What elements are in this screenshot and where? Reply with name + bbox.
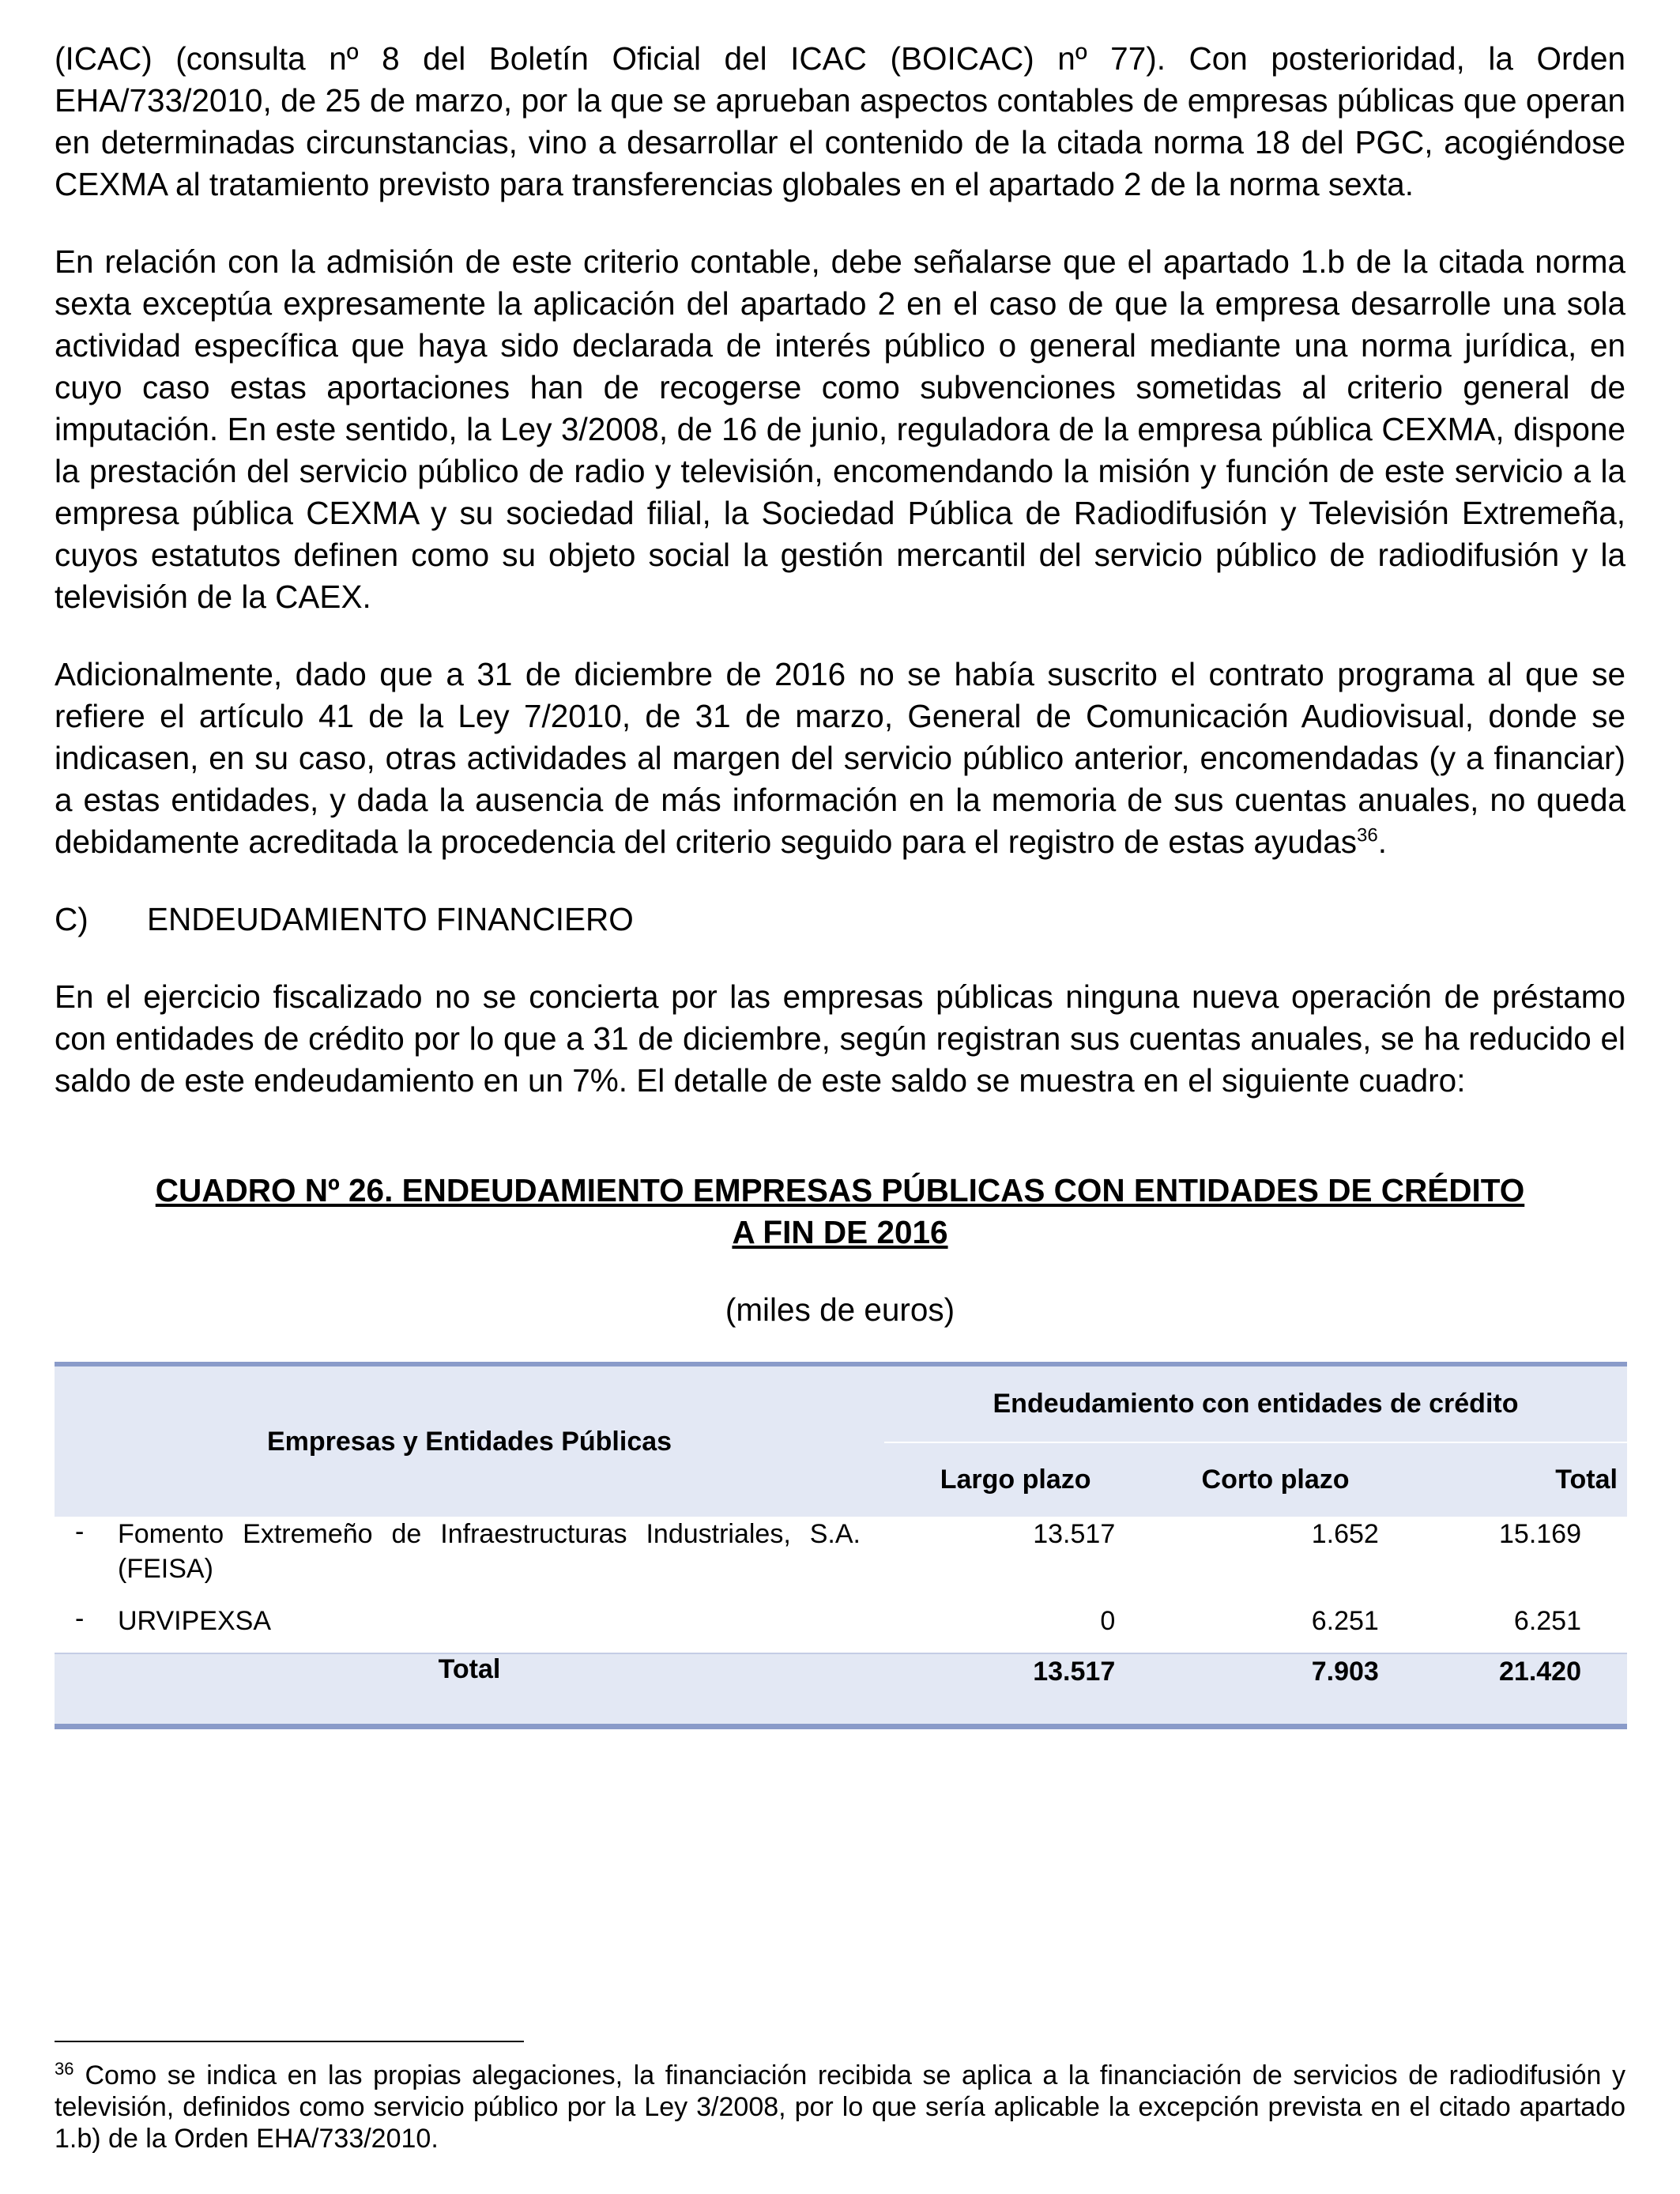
total-corto-plazo: 7.903 — [1147, 1653, 1404, 1727]
total-total: 21.420 — [1404, 1653, 1627, 1727]
company-cell — [55, 1604, 884, 1653]
footnote-number: 36 — [55, 2058, 74, 2079]
footnote — [55, 2060, 1625, 2154]
footnote-reference[interactable]: 36 — [1357, 824, 1378, 846]
table-total-row — [55, 1653, 1627, 1727]
total-value: 15.169 — [1499, 1519, 1581, 1549]
total-largo-plazo: 13.517 — [884, 1653, 1147, 1727]
total-value: 6.251 — [1513, 1606, 1581, 1636]
table-units: (miles de euros) — [725, 1291, 955, 1328]
paragraph-adicionalmente-text: Adicionalmente, dado que a 31 de diciembre de 2016 no se había suscrito el contrato programa al que se refiere el artículo 41 de la Ley 7/2010, de 31 de marzo, General de Comunicación Audiovisual, donde se indicasen, en su caso, otras actividades al margen del servicio público anterior, encomendadas (y a financiar) a estas entidades, y dada la ausencia de más información en la memoria de sus cuentas anuales, no queda debidamente acreditada la procedencia del criterio seguido para el registro de estas ayudas — [55, 656, 1625, 860]
corto-plazo-value: 1.652 — [1311, 1519, 1379, 1549]
row-dash: - — [75, 1517, 85, 1547]
table-header-row-1 — [55, 1364, 1627, 1442]
paragraph-adicionalmente-end: . — [1377, 824, 1387, 860]
company-name: URVIPEXSA — [118, 1606, 272, 1636]
document-page — [55, 38, 1625, 1729]
header-largo-plazo: Largo plazo — [884, 1442, 1147, 1517]
section-heading — [55, 899, 1625, 941]
table-title — [55, 1170, 1625, 1253]
header-total: Total — [1404, 1442, 1627, 1517]
company-name: Fomento Extremeño de Infraestructuras Industriales, S.A. (FEISA) — [118, 1519, 861, 1584]
footnote-text: Como se indica en las propias alegaciones, la financiación recibida se aplica a la financiación de servicios de radiodifusión y televisión, definidos como servicio público por la Ley 3/2008, por lo que sería aplicable la excepción prevista en el citado apartado 1.b) de la Orden EHA/733/2010. — [55, 2060, 1625, 2154]
table-title-line1: CUADRO Nº 26. ENDEUDAMIENTO EMPRESAS PÚBLICAS CON ENTIDADES DE CRÉDITO — [155, 1172, 1525, 1208]
total-label: Total — [55, 1653, 884, 1727]
table-row — [55, 1604, 1627, 1653]
header-group: Endeudamiento con entidades de crédito — [884, 1364, 1627, 1442]
table-row — [55, 1517, 1627, 1604]
company-cell — [55, 1517, 884, 1604]
largo-plazo-value: 13.517 — [1033, 1519, 1116, 1549]
paragraph-criterio-contable: En relación con la admisión de este criterio contable, debe señalarse que el apartado 1.b de la citada norma sexta exceptúa expresamente la aplicación del apartado 2 en el caso de que la empresa desarrolle una sola actividad específica que haya sido declarada de interés público o general mediante una norma jurídica, en cuyo caso estas aportaciones han de recogerse como subvenciones sometidas al criterio general de imputación. En este sentido, la Ley 3/2008, de 16 de junio, reguladora de la empresa pública CEXMA, dispone la prestación del servicio público de radio y televisión, encomendando la misión y función de este servicio a la empresa pública CEXMA y su sociedad filial, la Sociedad Pública de Radiodifusión y Televisión Extremeña, cuyos estatutos definen como su objeto social la gestión mercantil del servicio público de radiodifusión y la televisión de la CAEX. — [55, 243, 1625, 615]
corto-plazo-value: 6.251 — [1311, 1606, 1379, 1636]
paragraph-icac: (ICAC) (consulta nº 8 del Boletín Oficial del ICAC (BOICAC) nº 77). Con posterioridad, la Orden EHA/733/2010, de 25 de marzo, por la que se aprueban aspectos contables de empresas públicas que operan en determinadas circunstancias, vino a desarrollar el contenido de la citada norma 18 del PGC, acogiéndose CEXMA al tratamiento previsto para transferencias globales en el apartado 2 de la norma sexta. — [55, 40, 1625, 202]
section-title: ENDEUDAMIENTO FINANCIERO — [147, 901, 634, 937]
header-company: Empresas y Entidades Públicas — [55, 1364, 884, 1517]
table-title-line2: A FIN DE 2016 — [732, 1214, 948, 1250]
section-letter: C) — [55, 901, 89, 937]
row-dash: - — [75, 1604, 85, 1634]
largo-plazo-value: 0 — [1100, 1606, 1116, 1636]
paragraph-ejercicio: En el ejercicio fiscalizado no se concierta por las empresas públicas ninguna nueva operación de préstamo con entidades de crédito por lo que a 31 de diciembre, según registran sus cuentas anuales, se ha reducido el saldo de este endeudamiento en un 7%. El detalle de este saldo se muestra en el siguiente cuadro: — [55, 978, 1625, 1099]
paragraph-adicionalmente — [55, 654, 1625, 863]
header-corto-plazo: Corto plazo — [1147, 1442, 1404, 1517]
debt-table — [55, 1362, 1627, 1729]
footnote-separator — [55, 2041, 524, 2042]
